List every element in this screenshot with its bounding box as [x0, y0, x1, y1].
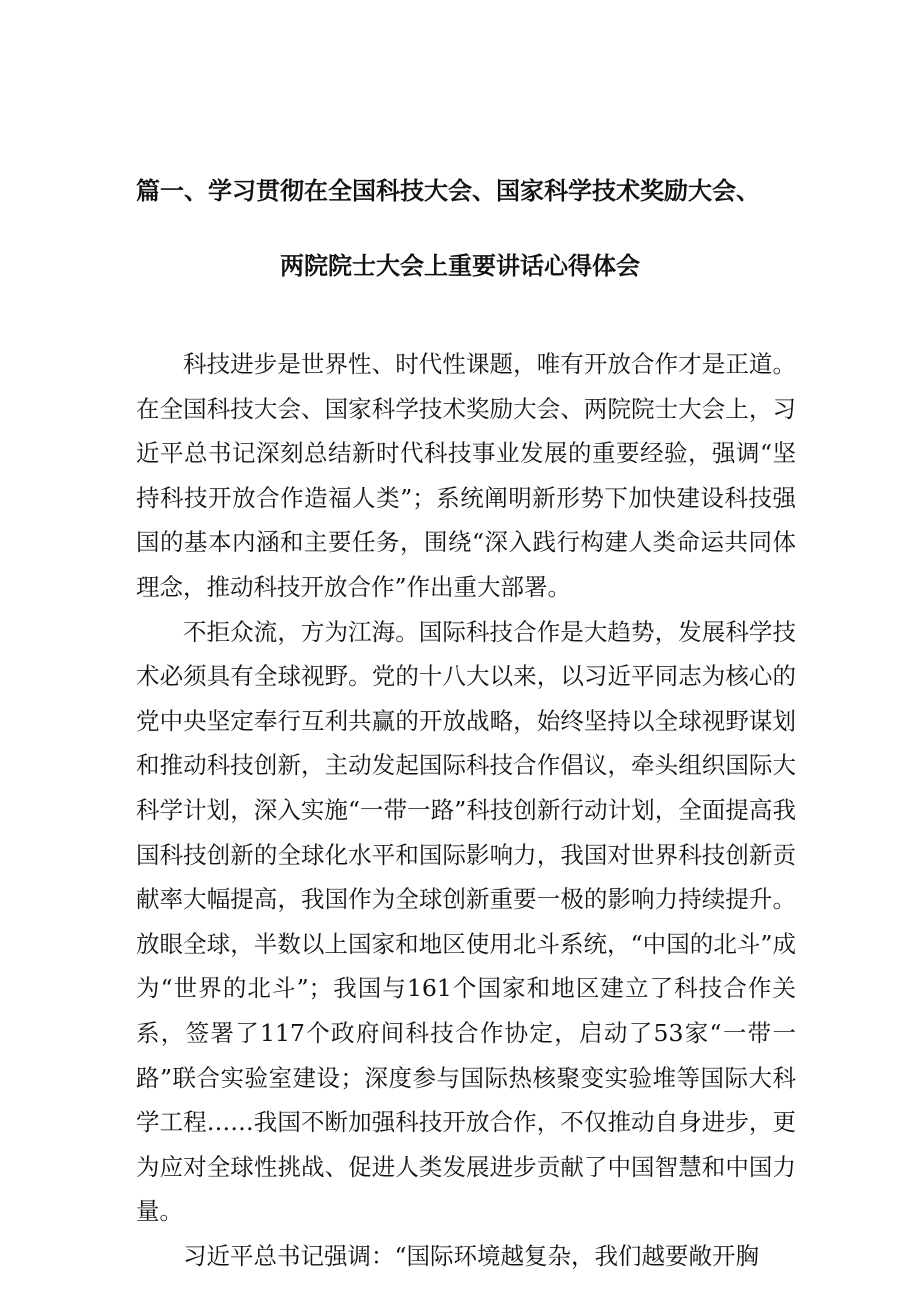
- document-title-line-1: 篇一、学习贯彻在全国科技大会、国家科学技术奖励大会、: [136, 177, 760, 205]
- paragraph-2: 不拒众流，方为江海。国际科技合作是大趋势，发展科学技术必须具有全球视野。党的十八大以来，以习近平同志为核心的党中央坚定奉行互利共赢的开放战略，始终坚持以全球视野谋划和推动科技创新，主动发起国际科技合作倡议，牵头组织国际大科学计划，深入实施“一带一路”科技创新行动计划，全面提高我国科技创新的全球化水平和国际影响力，我国对世界科技创新贡献率大幅提高，我国作为全球创新重要一极的影响力持续提升。放眼全球，半数以上国家和地区使用北斗系统，“中国的北斗”成为“世界的北斗”；我国与161个国家和地区建立了科技合作关系，签署了117个政府间科技合作协定，启动了53家“一带一路”联合实验室建设；深度参与国际热核聚变实验堆等国际大科学工程……我国不断加强科技开放合作，不仅推动自身进步，更为应对全球性挑战、促进人类发展进步贡献了中国智慧和中国力量。: [136, 617, 796, 1226]
- paragraph-1: 科技进步是世界性、时代性课题，唯有开放合作才是正道。在全国科技大会、国家科学技术奖励大会、两院院士大会上，习近平总书记深刻总结新时代科技事业发展的重要经验，强调“坚持科技开放合作造福人类”；系统阐明新形势下加快建设科技强国的基本内涵和主要任务，围绕“深入践行构建人类命运共同体理念，推动科技开放合作”作出重大部署。: [136, 350, 796, 601]
- paragraph-3: 习近平总书记强调：“国际环境越复杂，我们越要敞开胸: [183, 1241, 760, 1270]
- document-title-line-2: 两院院士大会上重要讲话心得体会: [280, 252, 640, 280]
- document-body: [136, 342, 796, 1278]
